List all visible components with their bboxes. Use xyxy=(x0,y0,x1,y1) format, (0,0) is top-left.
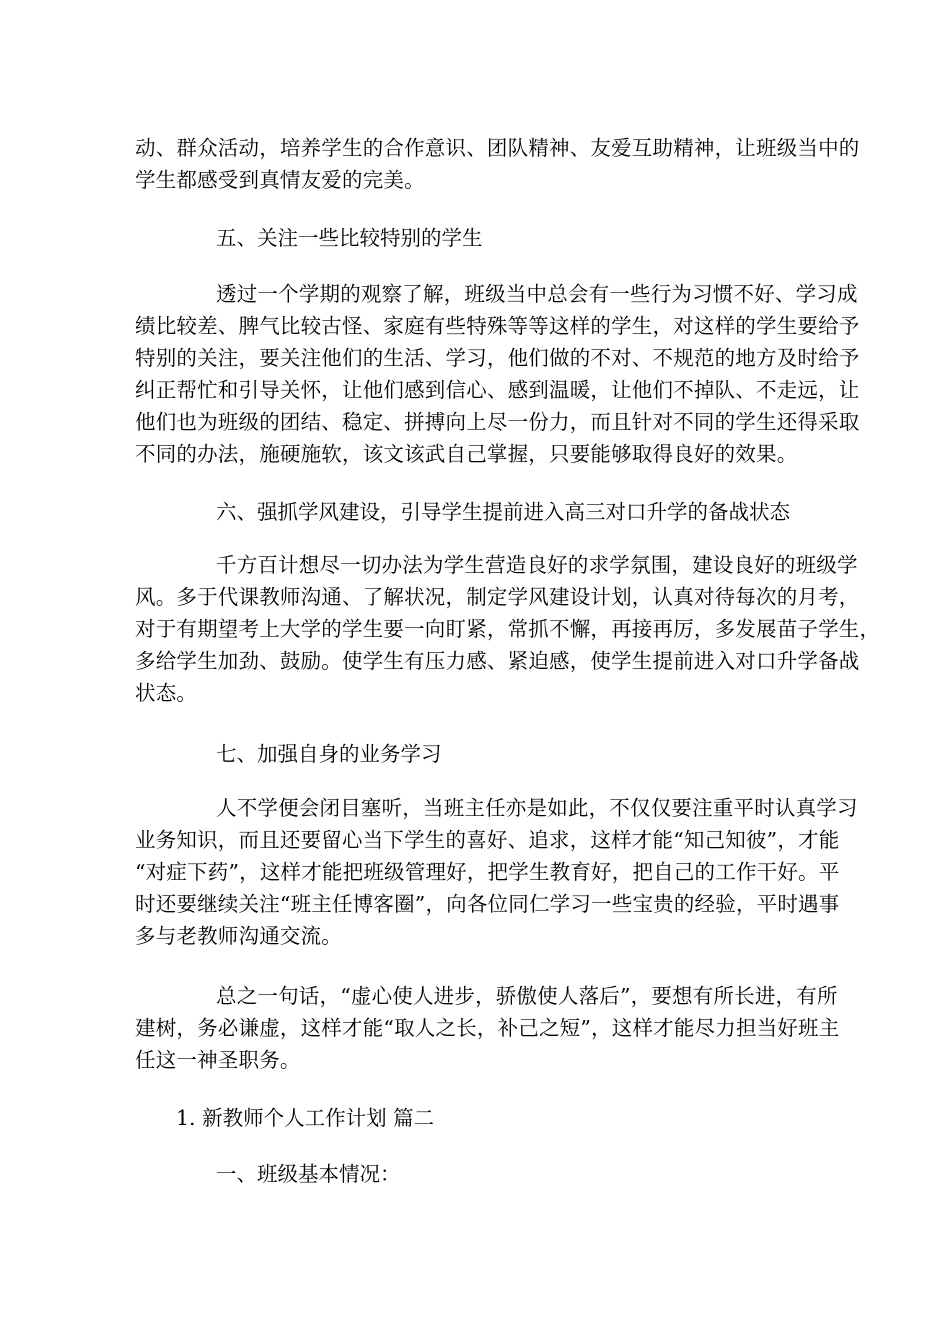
paragraph-intro xyxy=(135,132,860,196)
text-line: 动、群众活动，培养学生的合作意识、团队精神、友爱互助精神，让班级当中的 xyxy=(135,136,860,160)
text-line: 特别的关注，要关注他们的生活、学习，他们做的不对、不规范的地方及时给予 xyxy=(135,346,860,370)
text-line: 任这一神圣职务。 xyxy=(135,1048,301,1072)
paragraph-section-5 xyxy=(135,278,860,470)
text-line: 总之一句话，“虚心使人进步，骄傲使人落后”，要想有所长进，有所 xyxy=(216,984,838,1008)
text-line: 透过一个学期的观察了解，班级当中总会有一些行为习惯不好、学习成 xyxy=(216,282,858,306)
text-line: 对于有期望考上大学的学生要一向盯紧，常抓不懈，再接再厉，多发展苗子学生， xyxy=(135,617,881,641)
text-line: 绩比较差、脾气比较古怪、家庭有些特殊等等这样的学生，对这样的学生要给予 xyxy=(135,314,860,338)
heading-section-5: 五、关注一些比较特别的学生 xyxy=(216,226,483,250)
paragraph-summary xyxy=(135,980,840,1076)
text-line: 千方百计想尽一切办法为学生营造良好的求学氛围，建设良好的班级学 xyxy=(216,553,858,577)
paragraph-section-7 xyxy=(135,792,858,952)
text-line: 业务知识，而且还要留心当下学生的喜好、追求，这样才能“知己知彼”，才能 xyxy=(135,828,840,852)
heading-section-7: 七、加强自身的业务学习 xyxy=(216,742,442,766)
text-line: 状态。 xyxy=(135,681,198,705)
text-line: 人不学便会闭目塞听，当班主任亦是如此，不仅仅要注重平时认真学习 xyxy=(216,796,858,820)
paragraph-section-6 xyxy=(135,549,881,709)
text-line: “对症下药”，这样才能把班级管理好，把学生教育好，把自己的工作干好。平 xyxy=(135,860,840,884)
text-line: 多给学生加劲、鼓励。使学生有压力感、紧迫感，使学生提前进入对口升学备战 xyxy=(135,649,860,673)
heading-class-basic-info: 一、班级基本情况： xyxy=(216,1162,401,1186)
text-line: 纠正帮忙和引导关怀，让他们感到信心、感到温暖，让他们不掉队、不走远，让 xyxy=(135,378,860,402)
section-title: 1. 新教师个人工作计划 篇二 xyxy=(176,1106,435,1130)
text-line: 他们也为班级的团结、稳定、拼搏向上尽一份力，而且针对不同的学生还得采取 xyxy=(135,410,860,434)
text-line: 学生都感受到真情友爱的完美。 xyxy=(135,168,425,192)
heading-section-6: 六、强抓学风建设，引导学生提前进入高三对口升学的备战状态 xyxy=(216,500,790,524)
text-line: 时还要继续关注“班主任博客圈”，向各位同仁学习一些宝贵的经验，平时遇事 xyxy=(135,892,840,916)
text-line: 建树，务必谦虚，这样才能“取人之长，补己之短”，这样才能尽力担当好班主 xyxy=(135,1016,840,1040)
text-line: 不同的办法，施硬施软，该文该武自己掌握，只要能够取得良好的效果。 xyxy=(135,442,798,466)
text-line: 多与老教师沟通交流。 xyxy=(135,924,342,948)
text-line: 风。多于代课教师沟通、了解状况，制定学风建设计划，认真对待每次的月考， xyxy=(135,585,860,609)
